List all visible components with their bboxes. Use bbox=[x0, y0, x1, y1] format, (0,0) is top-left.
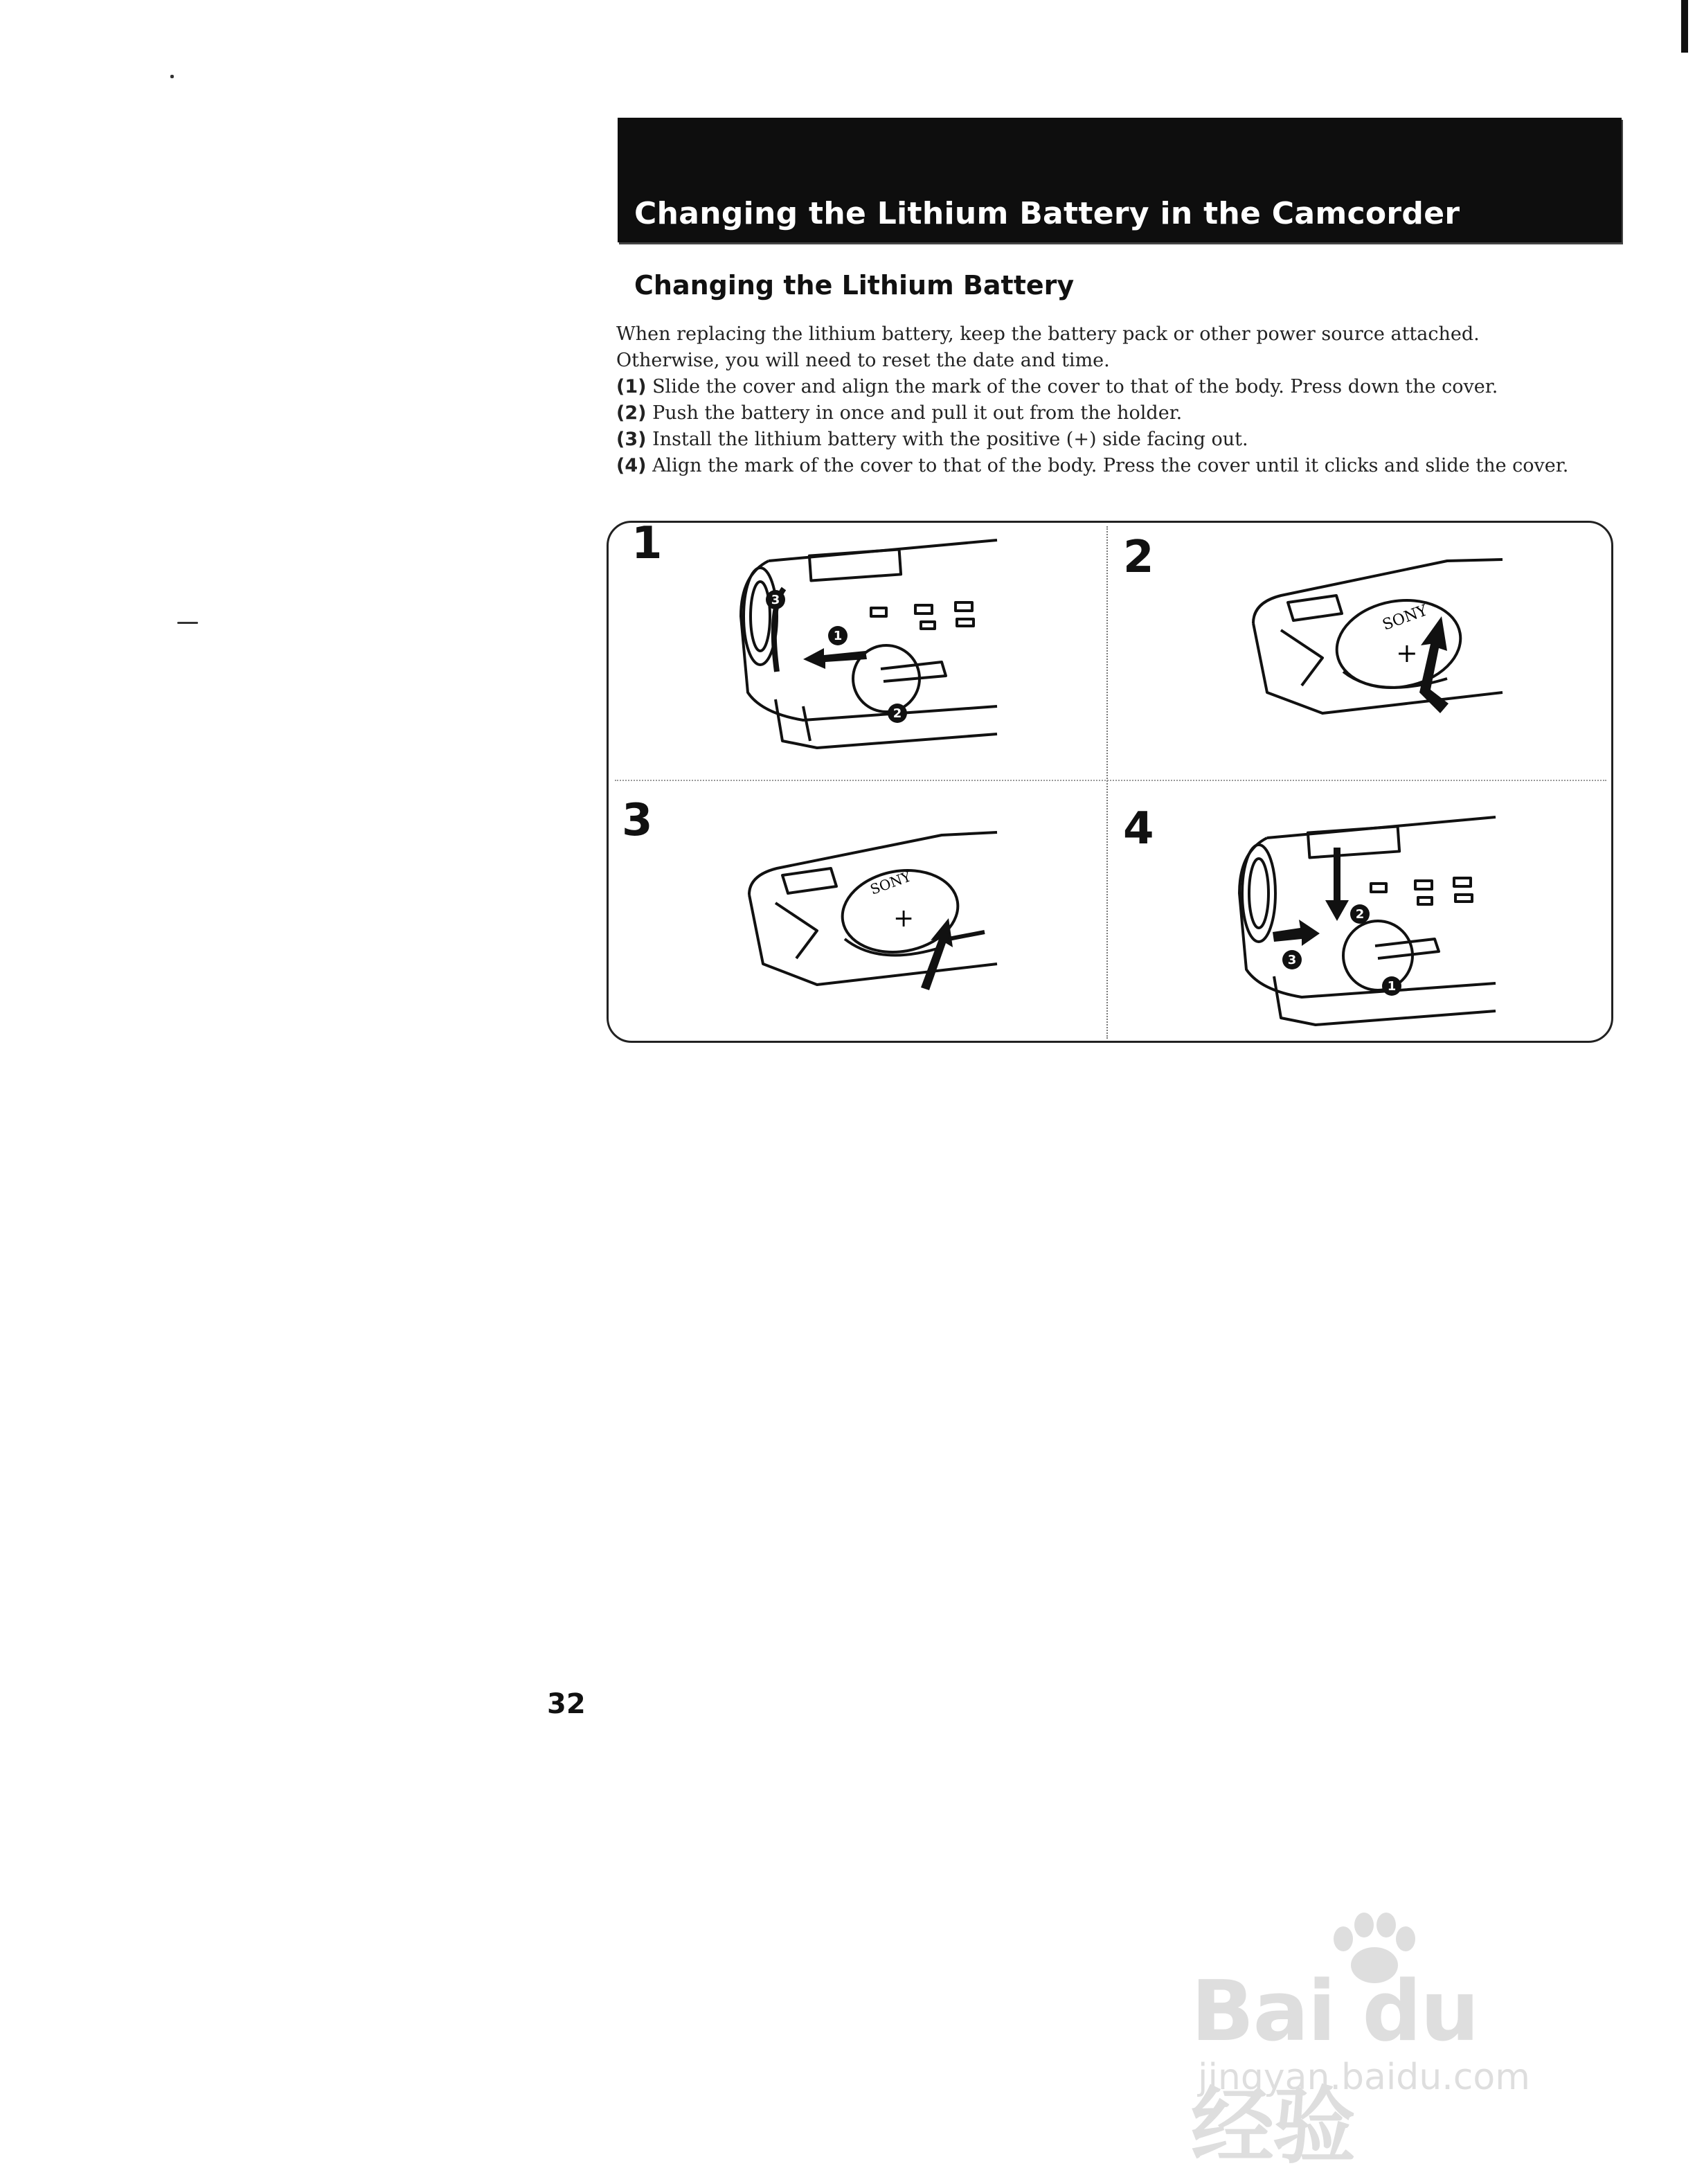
page-edge-tab bbox=[1681, 0, 1688, 53]
battery-label: SONY bbox=[868, 868, 913, 898]
panel-number: 1 bbox=[631, 518, 663, 569]
battery-plus-sign: + bbox=[1396, 638, 1418, 668]
section-title: Changing the Lithium Battery bbox=[634, 270, 1075, 301]
panel-number: 3 bbox=[622, 795, 653, 846]
svg-text:3: 3 bbox=[1287, 953, 1297, 967]
step-number: (2) bbox=[616, 402, 647, 424]
panel-1-illustration bbox=[720, 533, 1011, 762]
intro-line: When replacing the lithium battery, keep the battery pack or other power source attached. bbox=[616, 323, 1480, 345]
battery-plus-sign: + bbox=[893, 904, 915, 933]
watermark-url: jingyan.baidu.com bbox=[1198, 2057, 1530, 2098]
step-number: (3) bbox=[616, 429, 647, 450]
watermark-logo-text: Bai du 经验 bbox=[1191, 1964, 1478, 2175]
arrow-icon bbox=[1273, 920, 1320, 946]
figure-divider-horizontal bbox=[615, 780, 1606, 781]
instruction-step bbox=[616, 453, 1627, 479]
panel-2-illustration bbox=[1239, 554, 1503, 734]
arrow-icon bbox=[1325, 848, 1349, 921]
panel-3-illustration bbox=[741, 828, 1004, 1001]
page-number: 32 bbox=[547, 1688, 586, 1720]
battery-label: SONY bbox=[1380, 602, 1430, 634]
scan-speck bbox=[177, 622, 198, 624]
arrow-icon bbox=[921, 918, 953, 990]
instructions-text bbox=[616, 321, 1627, 479]
step-number: (1) bbox=[616, 376, 647, 397]
scan-speck bbox=[170, 75, 174, 78]
panel-number: 2 bbox=[1123, 532, 1154, 583]
svg-text:2: 2 bbox=[1355, 907, 1365, 922]
panel-number: 4 bbox=[1123, 803, 1154, 854]
baidu-watermark bbox=[1191, 1911, 1579, 2175]
panel-4-illustration bbox=[1219, 810, 1509, 1032]
arrow-icon bbox=[803, 648, 867, 669]
instruction-step bbox=[616, 427, 1627, 453]
svg-text:1: 1 bbox=[833, 629, 843, 643]
svg-text:1: 1 bbox=[1387, 979, 1397, 994]
step-text: Slide the cover and align the mark of the cover to that of the body. Press down the cover. bbox=[652, 376, 1498, 397]
step-text: Install the lithium battery with the positive (+) side facing out. bbox=[652, 429, 1248, 450]
header-bar bbox=[618, 118, 1622, 242]
instruction-step bbox=[616, 374, 1627, 400]
step-number: (4) bbox=[616, 455, 647, 476]
figure-divider-vertical bbox=[1106, 526, 1108, 1039]
svg-text:2: 2 bbox=[893, 706, 902, 721]
page-title: Changing the Lithium Battery in the Camcorder bbox=[634, 196, 1460, 231]
step-text: Push the battery in once and pull it out from the holder. bbox=[652, 402, 1183, 424]
step-text: Align the mark of the cover to that of the body. Press the cover until it clicks and slide the cover. bbox=[652, 455, 1569, 476]
svg-text:3: 3 bbox=[771, 593, 780, 607]
instruction-step bbox=[616, 400, 1627, 427]
intro-line: Otherwise, you will need to reset the date and time. bbox=[616, 350, 1110, 371]
